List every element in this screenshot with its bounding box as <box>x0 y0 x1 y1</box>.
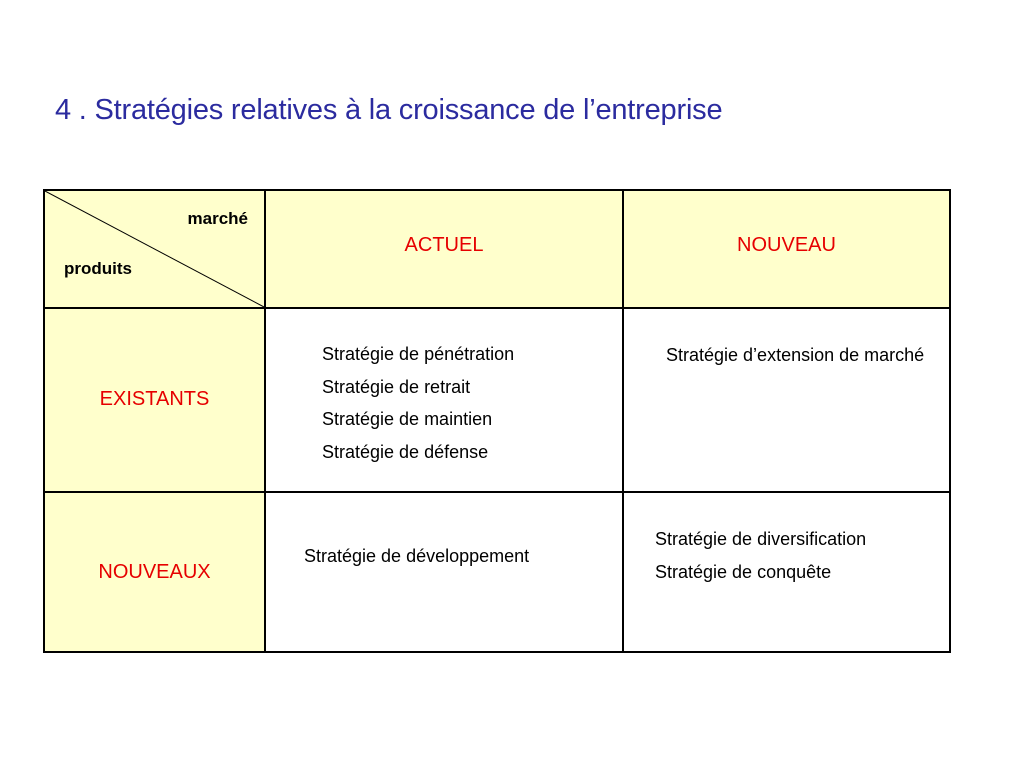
corner-marche-label: marché <box>187 209 248 228</box>
strategy-item: Stratégie d’extension de marché <box>666 345 925 365</box>
cell-nouveaux-nouveau <box>623 492 950 652</box>
strategy-item: Stratégie de conquête <box>655 561 832 582</box>
strategy-item: Stratégie de développement <box>304 546 530 566</box>
row-nouveaux <box>44 492 950 652</box>
corner-produits-label: produits <box>64 259 132 278</box>
strategy-item: Stratégie de maintien <box>322 409 493 429</box>
cell-existants-actuel <box>265 308 623 492</box>
column-header-label: NOUVEAU <box>737 233 836 256</box>
strategy-list <box>655 523 866 588</box>
row-existants <box>44 308 950 492</box>
column-header-label: ACTUEL <box>404 233 484 256</box>
strategy-item: Stratégie de diversification <box>655 529 867 549</box>
row-header-label: NOUVEAUX <box>98 560 211 583</box>
corner-cell <box>44 190 265 308</box>
column-header-nouveau <box>623 190 950 308</box>
slide-title: 4 . Stratégies relatives à la croissance de l’entreprise <box>55 94 723 126</box>
strategy-item: Stratégie de pénétration <box>322 344 515 364</box>
row-header-existants <box>44 308 265 492</box>
strategy-list <box>304 540 529 573</box>
column-header-actuel <box>265 190 623 308</box>
header-row <box>44 190 950 308</box>
row-header-label: EXISTANTS <box>99 387 210 410</box>
cell-existants-nouveau <box>623 308 950 492</box>
cell-nouveaux-actuel <box>265 492 623 652</box>
strategy-list <box>322 338 514 468</box>
strategy-item: Stratégie de défense <box>322 441 489 462</box>
strategy-item: Stratégie de retrait <box>322 376 471 397</box>
row-header-nouveaux <box>44 492 265 652</box>
strategy-matrix <box>43 189 951 653</box>
strategy-list <box>666 343 926 368</box>
